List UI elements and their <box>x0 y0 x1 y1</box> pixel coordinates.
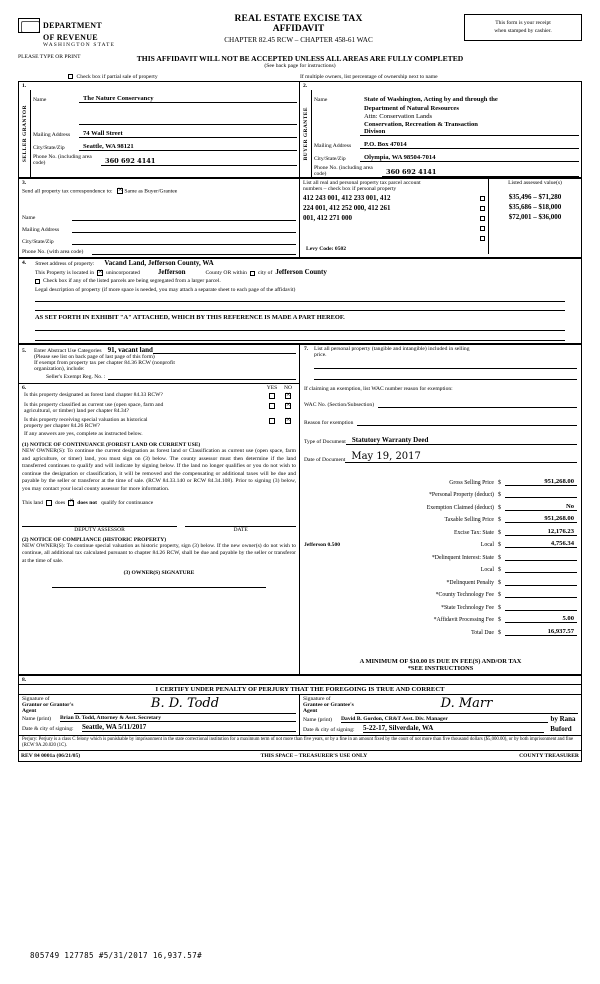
grantee-sig-row[interactable] <box>300 695 581 714</box>
grantor-name-blank <box>31 103 299 125</box>
segregate-checkbox[interactable] <box>35 279 40 284</box>
please-type-label: PLEASE TYPE OR PRINT <box>18 54 81 60</box>
partial-sale-checkbox-wrap[interactable] <box>18 73 300 80</box>
exemption-claimed-value: No <box>505 503 577 511</box>
city-of-label: city of <box>257 270 273 277</box>
money-row: *Delinquent Penalty $ <box>304 573 577 586</box>
money-row: Gross Selling Price $ 951,268.00 <box>304 473 577 486</box>
grantee-mail-label: Mailing Address <box>314 143 352 149</box>
money-row: Total Due $ 16,937.57 <box>304 623 577 636</box>
grantee-name-label: Name <box>314 97 328 103</box>
money-row: *County Technology Fee $ <box>304 586 577 599</box>
doc-date-value: May 19, 2017 <box>345 451 577 463</box>
wac-input[interactable] <box>378 400 577 408</box>
affidavit-processing-fee-value: 5.00 <box>505 615 577 623</box>
grantor-date-row[interactable] <box>19 722 299 734</box>
same-as-buyer-label: Same as Buyer/Grantee <box>124 188 178 195</box>
form-subtitle: AFFIDAVIT <box>272 24 325 34</box>
does-checkbox[interactable] <box>46 500 52 506</box>
personal-property-lines[interactable] <box>304 358 577 380</box>
exhibit-reference: AS SET FORTH IN EXHIBIT "A" ATTACHED, WHICH BY THIS REFERENCE IS MADE A PART HEREOF. <box>35 314 345 322</box>
located-label: This Property is located in <box>35 270 95 277</box>
section-2-number: 2. <box>303 83 308 89</box>
dept-line3: WASHINGTON STATE <box>43 42 116 48</box>
grantee-sig-label-2: Grantee or Grantee's Agent <box>303 701 354 714</box>
continuance-heading: (1) NOTICE OF CONTINUANCE (FOREST LAND OR CURRENT USE) <box>22 442 201 449</box>
grantor-signature-field[interactable] <box>74 696 296 714</box>
grantee-phone-row[interactable] <box>312 162 581 177</box>
parcel-header-line1: List all real and personal property tax parcel account <box>303 180 421 186</box>
street-address-value: Vacand Land, Jefferson County, WA <box>104 259 214 268</box>
grantor-grantee-columns <box>19 90 581 177</box>
grantee-csz-value: Olympia, WA 98504-7014 <box>360 154 579 162</box>
receipt-note <box>464 14 582 41</box>
signature-row <box>19 695 581 735</box>
grantor-name-label: Name <box>33 97 47 103</box>
sections-5-6-7-block <box>18 344 582 675</box>
grantor-date-value: Seattle, WA 5/11/2017 <box>82 723 296 732</box>
reason-input[interactable] <box>357 418 577 426</box>
grantor-name-print-row[interactable] <box>19 714 299 722</box>
grantee-signature-block <box>300 695 581 735</box>
compliance-heading: (2) NOTICE OF COMPLIANCE (HISTORIC PROPERTY) <box>22 536 167 543</box>
grantor-csz-value: Seattle, WA 98121 <box>79 143 297 151</box>
grantee-mail-value: P.O. Box 47014 <box>360 141 579 149</box>
compliance-body: NEW OWNER(S): To continue special valuation as historic property, sign (3) below. If the new owner(s) do not wish to continue, all additional tax calculated pursuant to chapter 84.26 RCW, shall be due and payable by the seller or transferor at the time of sale. <box>22 542 296 564</box>
state-technology-fee-value <box>505 610 577 611</box>
does-not-checkbox[interactable] <box>68 500 74 506</box>
form-chapter: CHAPTER 82.45 RCW – CHAPTER 458-61 WAC <box>224 36 373 44</box>
left-column <box>19 345 300 674</box>
grantor-sig-label-1: Signature of <box>22 695 50 702</box>
grantor-phone-label: Phone No. (including area code) <box>33 154 92 166</box>
local-rate-row: Jefferson 0.500 Local $ 4,756.34 <box>304 536 577 549</box>
abstract-use-value: 91, vacant land <box>107 346 153 355</box>
owner-signature-heading: (3) OWNER(S) SIGNATURE <box>123 570 195 577</box>
money-row: Exemption Claimed (deduct) $ No <box>304 498 577 511</box>
taxpayer-name-row[interactable] <box>19 209 299 221</box>
grantee-date-value: 5-22-17, Silverdale, WA <box>363 724 544 733</box>
grantee-signature-script: D. Marr <box>440 695 493 711</box>
taxpayer-mail-label: Mailing Address <box>22 227 60 234</box>
grantor-signature-script: B. D. Todd <box>150 695 220 711</box>
section-8-number: 8. <box>19 676 581 685</box>
county-or-label: County OR within <box>205 270 247 277</box>
segregate-row[interactable] <box>19 278 581 284</box>
parcel-value-1: 412 243 001, 412 233 001, 412 <box>303 194 391 202</box>
delinquent-penalty-label: *Delinquent Penalty <box>446 579 494 586</box>
banner-subtext: (See back page for instructions) <box>264 63 336 69</box>
seller-grantor-side-label: SELLER GRANTOR <box>19 90 31 177</box>
grantee-column <box>300 90 581 177</box>
section-4-number: 4. <box>22 260 27 267</box>
grantee-name-value-1: State of Washington, Acting by and through the <box>364 96 498 103</box>
this-land-label: This land <box>22 499 43 506</box>
grantee-name-initials: by Rana <box>550 714 576 723</box>
grantee-attn: Attn: Conservation Lands <box>364 113 433 120</box>
assessed-values <box>489 193 581 254</box>
q3-yes-checkbox[interactable] <box>269 418 275 424</box>
partial-sale-row <box>18 73 582 80</box>
question-2-row[interactable] <box>22 402 296 414</box>
send-correspondence-label: Send all property tax correspondence to: <box>22 188 113 195</box>
taxpayer-phone-row[interactable] <box>19 245 299 257</box>
taxpayer-name-label: Name <box>22 215 36 222</box>
money-row: Taxable Selling Price $ 951,268.00 <box>304 511 577 524</box>
grantor-phone-row[interactable] <box>31 151 299 166</box>
parcel-row <box>300 213 488 223</box>
question-1-row[interactable] <box>22 392 296 399</box>
county-name-value: Jefferson <box>157 268 186 277</box>
grantor-grantee-block <box>18 81 582 178</box>
no-header: NO <box>283 385 293 392</box>
banner-text: THIS AFFIDAVIT WILL NOT BE ACCEPTED UNLESS ALL AREAS ARE FULLY COMPLETED <box>136 54 464 63</box>
certify-statement: I CERTIFY UNDER PENALTY OF PERJURY THAT THE FOREGOING IS TRUE AND CORRECT <box>19 685 581 695</box>
section-5-number: 5. <box>22 348 27 355</box>
parcel-row <box>300 223 488 233</box>
money-rows <box>304 473 577 636</box>
exempt-reg-row[interactable] <box>22 372 296 380</box>
grantee-phone-value: 360 692 4141 <box>382 168 579 177</box>
state-technology-fee-label: *State Technology Fee <box>441 604 494 611</box>
city-checkbox[interactable] <box>250 271 255 276</box>
form-title-block <box>133 14 464 44</box>
street-address-row <box>19 259 581 267</box>
grantee-name-print-label: Name (print) <box>303 716 333 723</box>
taxable-selling-price-value: 951,268.00 <box>505 515 577 523</box>
delinquent-interest-local-label: Local <box>480 567 494 574</box>
receipt-line-1: This form is your receipt <box>495 20 551 26</box>
grantor-sig-row[interactable] <box>19 695 299 714</box>
send-correspondence-row[interactable] <box>19 187 299 195</box>
question-2-label-b: agricultural, or timber) land per chapter 84.34? <box>24 408 129 415</box>
assessor-date-label: DATE <box>233 526 248 533</box>
grantee-phone-label: Phone No. (including area code) <box>314 165 373 177</box>
total-due-value: 16,937.57 <box>505 628 577 636</box>
section-3-row <box>19 179 581 257</box>
personal-property-deduct-label: *Personal Property (deduct) <box>428 492 494 499</box>
continuance-body: NEW OWNER(S): To continue the current designation as forest land or Classification as current use (open space, farm and agriculture, or timer) land, you must sign on (3) below. The county assessor must then determine if the land transferred continues to qualify and will indicate by signing below. If the land no longer qualifies or you do not wish to continue the designation or classification, it will be removed and the compensating or additional taxes will be due and payable by the seller or transferor at the time of sale. (RCW 84.33.140 or RCW 84.34.108). Prior to signing (3) below, you may contact your local county assessor for more information. <box>22 448 296 493</box>
levy-code-row <box>300 243 488 254</box>
abstract-note-2b: organization), include: <box>34 366 85 373</box>
grantor-name-print-label: Name (print) <box>22 715 52 722</box>
legal-description-lines[interactable] <box>19 293 581 311</box>
parcel-personal-checkbox-1[interactable] <box>480 196 485 201</box>
section-5 <box>19 345 299 384</box>
exemption-claim-label: If claiming an exemption, list WAC number reason for exemption: <box>304 386 453 393</box>
personal-property-label-b: price. <box>314 352 327 359</box>
unincorporated-checkbox[interactable] <box>97 270 103 276</box>
money-row: *Personal Property (deduct) $ <box>304 486 577 499</box>
taxpayer-mail-row[interactable] <box>19 221 299 233</box>
state-seal-icon <box>18 18 40 33</box>
q1-no-checkbox[interactable] <box>285 393 291 399</box>
qualify-continuance-row[interactable] <box>22 500 296 506</box>
grantee-csz-row[interactable] <box>312 149 581 162</box>
money-row: Excise Tax: State $ 12,176.23 <box>304 523 577 536</box>
grantor-csz-label: City/State/Zip <box>33 145 65 151</box>
section-3-block <box>18 178 582 258</box>
section-6-number: 6. <box>22 385 27 392</box>
taxpayer-correspondence <box>19 179 300 257</box>
yes-header: YES <box>266 385 278 392</box>
levy-code: Levy Code: 0502 <box>306 245 347 252</box>
parcel-header-line2: numbers – check box if personal property <box>303 186 397 192</box>
partial-sale-label: Check box if partial sale of property <box>76 74 158 80</box>
grantor-sig-label-2: Grantor or Grantor's Agent <box>22 701 74 714</box>
grantor-name-row[interactable] <box>31 90 299 103</box>
exempt-reg-label: Seller's Exempt Reg. No. : <box>46 374 106 381</box>
treasurer-stamp: 805749 127785 #5/31/2017 16,937.57# <box>30 951 203 960</box>
grantor-name-value: The Nature Conservancy <box>79 95 297 103</box>
grantee-attn-row-2 <box>312 120 581 128</box>
grantee-csz-label: City/State/Zip <box>314 156 346 162</box>
money-row: Local $ <box>304 561 577 574</box>
multi-owner-note: If multiple owners, list percentage of ownership next to name <box>300 74 438 80</box>
legal-description-lines-2[interactable] <box>19 321 581 341</box>
form-title: REAL ESTATE EXCISE TAX <box>234 14 363 24</box>
grantee-attn-row-3 <box>312 128 581 136</box>
located-in-row <box>19 268 581 276</box>
taxpayer-mail-input[interactable] <box>72 224 296 233</box>
yes-no-header <box>22 385 296 391</box>
does-label: does <box>54 499 66 506</box>
grantee-name-row-2 <box>312 103 581 112</box>
partial-sale-checkbox[interactable] <box>68 74 73 79</box>
parcel-row <box>300 203 488 213</box>
parcel-row <box>300 233 488 243</box>
same-as-buyer-checkbox[interactable] <box>117 188 123 194</box>
grantor-phone-value: 360 692 4141 <box>101 157 297 166</box>
dept-line1: DEPARTMENT <box>43 21 103 30</box>
section-1-number: 1. <box>19 82 300 90</box>
total-due-label: Total Due <box>471 629 494 636</box>
street-address-label: Street address of property: <box>35 261 95 268</box>
parcel-personal-checkbox-5[interactable] <box>480 236 485 241</box>
receipt-line-2: when stamped by cashier. <box>494 28 552 35</box>
abstract-note-1: (Please see list on back page of last page of this form) <box>34 354 155 361</box>
parcel-rows <box>300 193 581 254</box>
abstract-use-label: Enter Abstract Use Categories <box>34 348 102 355</box>
grantee-name-row[interactable] <box>312 90 581 103</box>
does-not-label: does not <box>77 499 97 506</box>
money-row: *Delinquent Interest: State $ <box>304 548 577 561</box>
owner-signature-line[interactable] <box>52 576 266 588</box>
deputy-assessor-label: DEPUTY ASSESSOR <box>74 526 125 533</box>
reason-row[interactable] <box>304 418 577 426</box>
dept-of-revenue-logo <box>18 14 133 48</box>
delinquent-interest-state-value <box>505 560 577 561</box>
taxpayer-csz-row[interactable] <box>19 233 299 245</box>
assessor-signature-labels <box>22 527 296 533</box>
q2-no-checkbox[interactable] <box>285 403 291 409</box>
section-7-number: 7. <box>304 346 309 353</box>
grantor-date-label: Date & city of signing: <box>22 725 74 732</box>
personal-property-label-a: List all personal property (tangible and intangible) included in selling <box>314 346 470 353</box>
grantee-attn-row <box>312 112 581 120</box>
grantor-mail-label: Mailing Address <box>33 132 71 138</box>
form-footer <box>19 750 581 761</box>
money-row: *State Technology Fee $ <box>304 598 577 611</box>
grantor-csz-row[interactable] <box>31 138 299 151</box>
parcel-row <box>300 193 488 203</box>
taxpayer-name-input[interactable] <box>72 212 296 221</box>
city-name-value: Jefferson County <box>275 268 327 277</box>
legal-description-label: Legal description of property (if more space is needed, you may attach a separate sheet to each page of the affidavit) <box>35 287 296 294</box>
treasurer-space-label: THIS SPACE – TREASURER'S USE ONLY <box>260 753 368 760</box>
assessed-value-1: $35,496 – $71,280 <box>508 193 562 201</box>
grantee-date-initials: Buford <box>550 724 572 733</box>
doc-date-label: Date of Document <box>304 457 346 464</box>
exempt-reg-input[interactable] <box>108 372 296 380</box>
q1-yes-checkbox[interactable] <box>269 393 275 399</box>
buyer-grantee-side-label: BUYER GRANTEE <box>300 90 312 177</box>
county-technology-fee-value <box>505 597 577 598</box>
gross-selling-price-value: 951,268.00 <box>505 478 577 486</box>
question-3-row[interactable] <box>22 417 296 429</box>
local-rate-label: Jefferson 0.500 <box>304 542 341 549</box>
delinquent-interest-state-label: *Delinquent Interest: State <box>431 554 494 561</box>
grantor-mail-value: 74 Wall Street <box>79 130 297 138</box>
question-3-label-b: property per chapter 84.26 RCW? <box>24 423 100 430</box>
reason-label: Reason for exemption <box>304 420 354 427</box>
grantee-name-print-row[interactable] <box>300 714 581 723</box>
taxpayer-csz-label: City/State/Zip <box>22 239 54 246</box>
parcel-personal-checkbox-4[interactable] <box>480 226 485 231</box>
delinquent-penalty-value <box>505 585 577 586</box>
minimum-fee-note-1: A MINIMUM OF $10.00 IS DUE IN FEE(S) AND/OR TAX <box>359 657 522 665</box>
question-2-label-a: Is this property classified as current use (open space, farm and <box>24 402 164 409</box>
county-technology-fee-label: *County Technology Fee <box>435 592 494 599</box>
grantor-name-print-value: Brian D. Todd, Attorney & Asst. Secretary <box>60 715 296 722</box>
page-header <box>18 14 582 48</box>
taxpayer-phone-label: Phone No. (with area code) <box>22 249 84 256</box>
section-numbers-row <box>19 82 581 90</box>
affidavit-processing-fee-label: *Affidavit Processing Fee <box>433 617 494 624</box>
excise-tax-state-value: 12,176.23 <box>505 528 577 536</box>
local-label: Local <box>480 542 494 549</box>
dept-line2: OF REVENUE <box>43 33 98 42</box>
parcel-value-3: 001, 412 271 000 <box>303 214 352 222</box>
doc-type-row[interactable] <box>304 436 577 445</box>
minimum-fee-note-2: *SEE INSTRUCTIONS <box>407 664 474 672</box>
personal-property-deduct-value <box>505 497 577 498</box>
section-4-block <box>18 258 582 344</box>
q2-yes-checkbox[interactable] <box>269 403 275 409</box>
segregate-label: Check box if any of the listed parcels are being segregated from a larger parcel. <box>43 278 221 285</box>
section-6 <box>19 384 299 590</box>
excise-tax-state-label: Excise Tax: State <box>453 529 494 536</box>
taxpayer-phone-input[interactable] <box>92 246 296 255</box>
parcel-list <box>300 193 489 254</box>
grantee-name-print-value: David B. Gordon, CR&T Asst. Div. Manager <box>341 716 548 723</box>
assessed-header: Listed assessed value(s) <box>508 180 562 186</box>
local-value: 4,756.34 <box>505 540 577 548</box>
section-3-number: 3. <box>22 180 27 186</box>
gross-selling-price-label: Gross Selling Price <box>449 479 494 486</box>
grantee-attn-3: Divison <box>360 128 579 136</box>
grantee-sig-label-1: Signature of <box>303 695 331 702</box>
grantor-signature-block <box>19 695 300 735</box>
grantee-name-value-2: Department of Natural Resources <box>364 105 459 112</box>
doc-type-value: Statutory Warranty Deed <box>346 436 577 445</box>
taxpayer-csz-input[interactable] <box>72 236 296 245</box>
money-row: *Affidavit Processing Fee $ 5.00 <box>304 611 577 624</box>
doc-type-label: Type of Document <box>304 439 346 446</box>
question-3-label-a: Is this property receiving special valuation as historical <box>24 417 148 424</box>
parcel-block <box>300 179 581 257</box>
grantee-mail-row[interactable] <box>312 136 581 149</box>
parcel-personal-checkbox-3[interactable] <box>480 216 485 221</box>
county-treasurer-label: COUNTY TREASURER <box>519 753 579 760</box>
section-8-block <box>18 675 582 762</box>
exemption-claimed-label: Exemption Claimed (deduct) <box>426 504 494 511</box>
delinquent-interest-local-value <box>505 572 577 573</box>
section-7 <box>300 345 581 674</box>
q3-no-checkbox[interactable] <box>285 418 291 424</box>
grantee-attn-2: Conservation, Recreation & Transaction <box>364 121 478 128</box>
perjury-note: Perjury: Perjury is a class C felony which is punishable by imprisonment in the state correctional institution for a maximum term of not more than five years, or by a fine in an amount fixed by the court of not more than five thousand dollars ($5,000.00), or by both imprisonment and fine (RCW 9A.20.020 (1C). <box>19 735 581 750</box>
wac-row[interactable] <box>304 400 577 408</box>
parcel-value-2: 224 001, 412 252 000, 412 261 <box>303 204 391 212</box>
question-1-label: Is this property designated as forest land chapter 84.33 RCW? <box>24 392 163 399</box>
section-7-header <box>304 346 577 358</box>
grantee-signature-field[interactable] <box>355 696 578 714</box>
grantee-date-label: Date & city of signing: <box>303 726 355 733</box>
grantor-column <box>19 90 300 177</box>
section-6-note: If any answers are yes, complete as instructed below. <box>24 431 143 438</box>
doc-date-row[interactable] <box>304 451 577 463</box>
sections-row <box>19 345 581 674</box>
abstract-note-2a: If exempt from property tax per chapter 84.36 RCW (nonprofit <box>34 360 175 367</box>
parcel-header <box>300 179 489 193</box>
assessed-value-3: $72,001 – $36,000 <box>508 213 562 221</box>
form-revision: REV 84 0001a (06/21/05) <box>21 753 81 760</box>
taxable-selling-price-label: Taxable Selling Price <box>444 517 494 524</box>
parcel-headers <box>300 179 581 193</box>
qualify-label: qualify for continuance <box>101 499 154 506</box>
assessed-value-2: $35,686 – $18,000 <box>508 203 562 211</box>
parcel-personal-checkbox-2[interactable] <box>480 206 485 211</box>
grantee-date-row[interactable] <box>300 723 581 735</box>
unincorporated-label: unincorporated <box>106 270 140 277</box>
wac-label: WAC No. (Section/Subsection) <box>304 402 375 409</box>
grantor-mail-row[interactable] <box>31 125 299 138</box>
